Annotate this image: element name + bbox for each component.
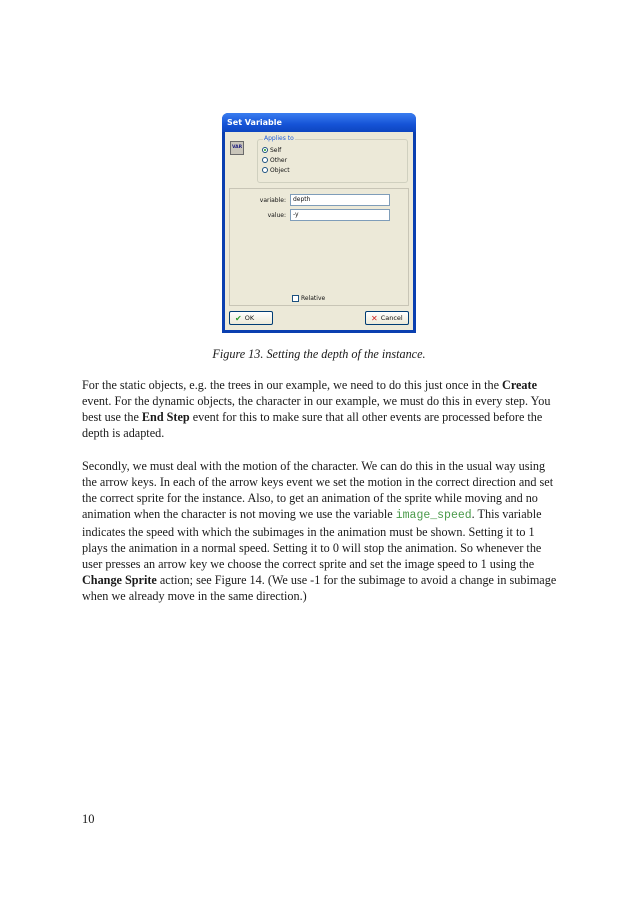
ok-label: OK [244,314,255,322]
relative-label: Relative [301,295,326,302]
variable-input[interactable]: depth [290,194,390,206]
figure-caption: Figure 13. Setting the depth of the instance. [212,347,426,361]
close-icon: ✕ [371,313,378,323]
set-variable-dialog-figure [222,113,416,333]
variable-label: variable: [259,197,286,204]
value-label: value: [267,212,286,219]
bold-create: Create [502,378,537,392]
checkmark-icon: ✔ [235,313,242,323]
radio-self[interactable] [262,146,281,154]
paragraph-motion [82,458,562,604]
bold-end-step: End Step [141,410,190,424]
applies-to-group [257,135,408,183]
relative-checkbox[interactable] [292,295,325,302]
var-icon: VAR [230,141,244,155]
cancel-label: Cancel [380,314,403,322]
radio-icon [262,167,268,173]
dialog-title: Set Variable [222,113,416,132]
paragraph-depth [82,377,562,441]
text-run: For the static objects, e.g. the trees in our example, we need to do this just once in the [82,378,503,392]
cancel-button[interactable] [365,311,409,325]
bold-change-sprite: Change Sprite [82,573,157,587]
text-run: action; see Figure 14. (We use -1 for the subimage to avoid a change in subimage when we already move in the same direction.) [82,573,557,603]
radio-checked-icon [262,147,268,153]
radio-other[interactable] [262,156,287,164]
applies-to-legend: Applies to [264,135,294,142]
radio-icon [262,157,268,163]
ok-button[interactable] [229,311,273,325]
text-run: Secondly, we must deal with the motion of the character. We can do this in the usual way using the arrow keys. In each of the arrow keys event we set the motion in the correct direction and set the correct sprite for the instance. Also, to get an animation of the sprite while moving and no animation when the character is not moving we use the variable [82,459,554,521]
value-input[interactable]: -y [290,209,390,221]
dialog-body [225,132,413,330]
radio-other-label: Other [270,156,288,164]
text-run: event. For the dynamic objects, the character in our example, we must do this in every step. You best use the [82,394,551,424]
page-number: 10 [82,812,95,826]
text-run: event for this to make sure that all other events are processed before the depth is adapted. [82,410,543,440]
checkbox-icon [292,295,299,302]
radio-object-label: Object [270,166,290,174]
code-image-speed: image_speed [395,509,472,522]
radio-object[interactable] [262,166,290,174]
radio-self-label: Self [270,146,282,154]
text-run: . This variable indicates the speed with which the subimages in the animation must be shown. Setting it to 1 plays the animation in a normal speed. Setting it to 0 will stop the animation. So whenever the user presses an arrow key we choose the correct sprite and set the image speed to 1 using the [82,507,542,571]
variable-panel [229,188,409,306]
